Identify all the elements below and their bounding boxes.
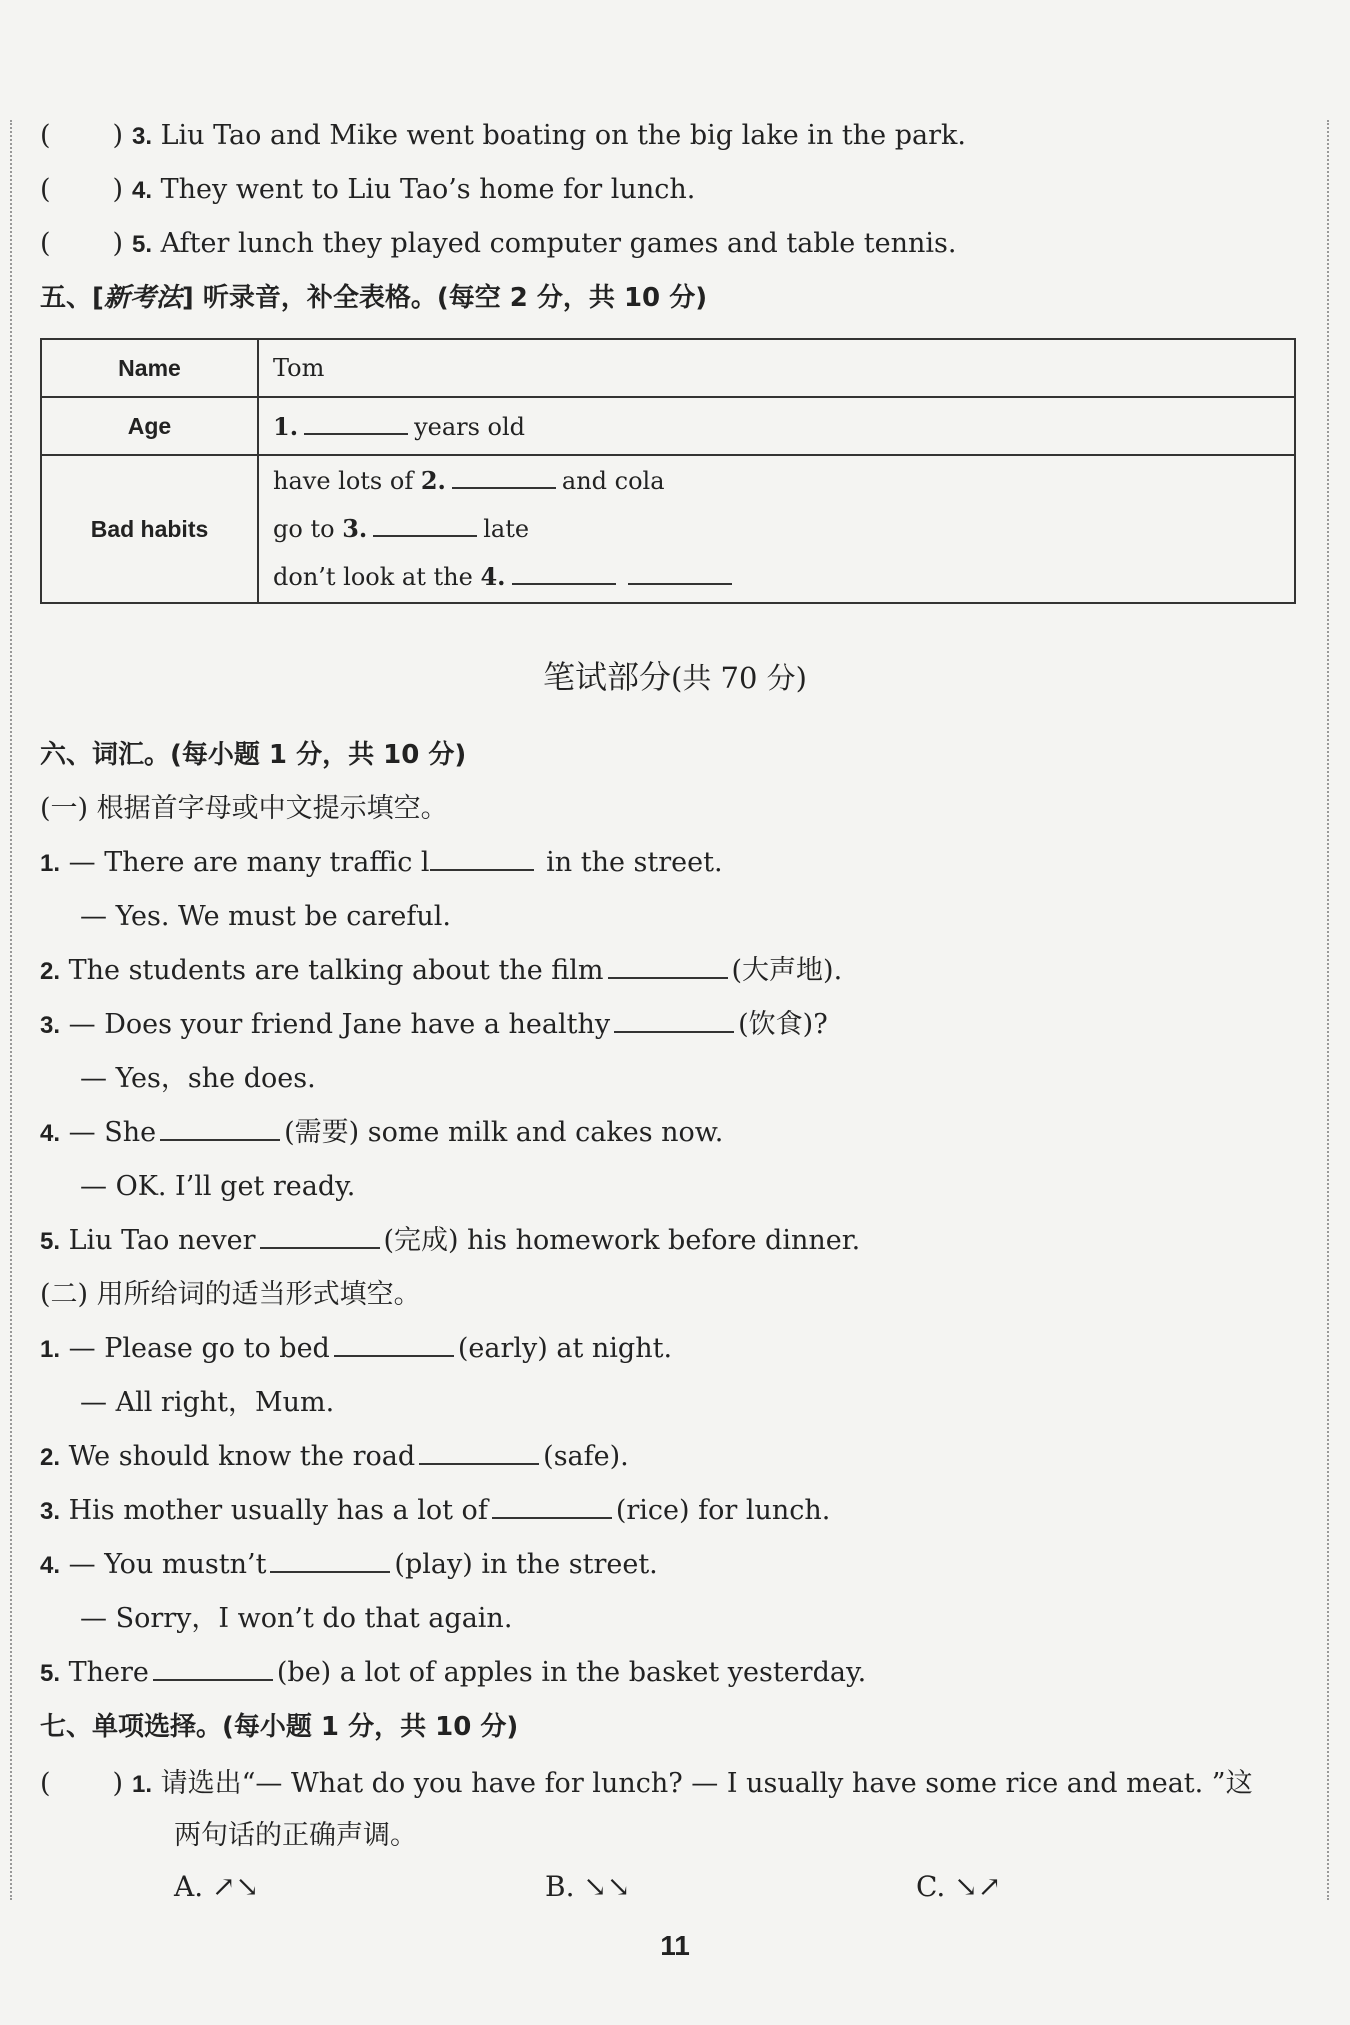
rise-fall-arrows-icon: ↗↘ [212, 1870, 259, 1903]
tf-question-5 [40, 224, 956, 265]
vocab-q3: 3. — Does your friend Jane have a healthy (饮食)? [40, 1005, 828, 1046]
vocab-q4-reply: — OK. I’ll get ready. [80, 1171, 356, 1202]
age-label: Age [41, 397, 258, 455]
answer-paren[interactable]: ( ) [40, 228, 124, 259]
answer-paren[interactable]: ( ) [40, 174, 124, 205]
page-number: 11 [660, 1930, 690, 1961]
form-q1-reply: — All right，Mum. [80, 1387, 335, 1418]
answer-blank[interactable] [153, 1653, 273, 1681]
mc-question-1-cont: 两句话的正确声调。 [174, 1820, 417, 1851]
mc-question-1: ( ) 1. 请选出“— What do you have for lunch? — I usually have some rice and meat. ”这 [40, 1764, 1253, 1805]
section-6-heading: 六、词汇。(每小题 1 分，共 10 分) [40, 740, 467, 770]
name-value: Tom [258, 339, 1295, 397]
answer-blank[interactable] [260, 1221, 380, 1249]
section-7-heading: 七、单项选择。(每小题 1 分，共 10 分) [40, 1712, 519, 1742]
question-text: They went to Liu Tao’s home for lunch. [160, 174, 696, 205]
margin-dotted-line-left [10, 120, 12, 1900]
vocab-q1-reply: — Yes. We must be careful. [80, 901, 451, 932]
form-q5: 5. There (be) a lot of apples in the basket yesterday. [40, 1653, 866, 1694]
part-2-instruction: (二) 用所给词的适当形式填空。 [40, 1279, 421, 1310]
answer-blank[interactable] [492, 1491, 612, 1519]
section-5-heading: 五、[新考法] 听录音，补全表格。(每空 2 分，共 10 分) [40, 283, 708, 313]
question-text: Liu Tao and Mike went boating on the big lake in the park. [160, 120, 966, 151]
fall-rise-arrows-icon: ↘↗ [954, 1870, 1002, 1903]
question-number: 5. [132, 231, 153, 258]
answer-blank[interactable] [628, 561, 732, 585]
vocab-q2: 2. The students are talking about the film (大声地). [40, 951, 842, 992]
vocab-q3-reply: — Yes，she does. [80, 1063, 316, 1094]
answer-blank[interactable] [373, 513, 477, 537]
answer-blank[interactable] [608, 951, 728, 979]
answer-blank[interactable] [452, 465, 556, 489]
answer-blank[interactable] [512, 561, 616, 585]
answer-paren[interactable]: ( ) [40, 1768, 124, 1799]
bad-habits-label: Bad habits [41, 455, 258, 603]
vocab-q1: 1. — There are many traffic l in the street. [40, 843, 723, 884]
form-q3: 3. His mother usually has a lot of (rice) for lunch. [40, 1491, 830, 1532]
tf-question-4 [40, 170, 695, 211]
answer-paren[interactable]: ( ) [40, 120, 124, 151]
answer-blank[interactable] [419, 1437, 539, 1465]
form-q2: 2. We should know the road (safe). [40, 1437, 629, 1478]
answer-blank[interactable] [304, 411, 408, 435]
vocab-q5: 5. Liu Tao never (完成) his homework before dinner. [40, 1221, 860, 1262]
answer-blank[interactable] [160, 1113, 280, 1141]
form-q4: 4. — You mustn’t (play) in the street. [40, 1545, 658, 1586]
info-table [40, 338, 1296, 604]
answer-blank[interactable] [614, 1005, 734, 1033]
tf-question-3 [40, 116, 966, 157]
fall-fall-arrows-icon: ↘↘ [583, 1870, 631, 1903]
option-b[interactable]: B. ↘↘ [545, 1870, 631, 1903]
option-a[interactable]: A. ↗↘ [174, 1870, 259, 1903]
question-number: 4. [132, 177, 153, 204]
vocab-q4: 4. — She (需要) some milk and cakes now. [40, 1113, 723, 1154]
margin-dotted-line-right [1327, 120, 1329, 1900]
part-1-instruction: (一) 根据首字母或中文提示填空。 [40, 793, 448, 824]
answer-blank[interactable] [430, 843, 534, 871]
question-number: 3. [132, 123, 153, 150]
age-value: 1. years old [258, 397, 1295, 455]
written-part-title: 笔试部分(共 70 分) [543, 658, 807, 696]
bad-habits-value: have lots of 2. and cola go to 3. late don’t look at the 4. [258, 455, 1295, 603]
name-label: Name [41, 339, 258, 397]
new-format-tag: 新考法 [103, 283, 182, 313]
answer-blank[interactable] [334, 1329, 454, 1357]
option-c[interactable]: C. ↘↗ [916, 1870, 1002, 1903]
form-q4-reply: — Sorry，I won’t do that again. [80, 1603, 513, 1634]
question-text: After lunch they played computer games and table tennis. [160, 228, 957, 259]
form-q1: 1. — Please go to bed (early) at night. [40, 1329, 672, 1370]
answer-blank[interactable] [270, 1545, 390, 1573]
